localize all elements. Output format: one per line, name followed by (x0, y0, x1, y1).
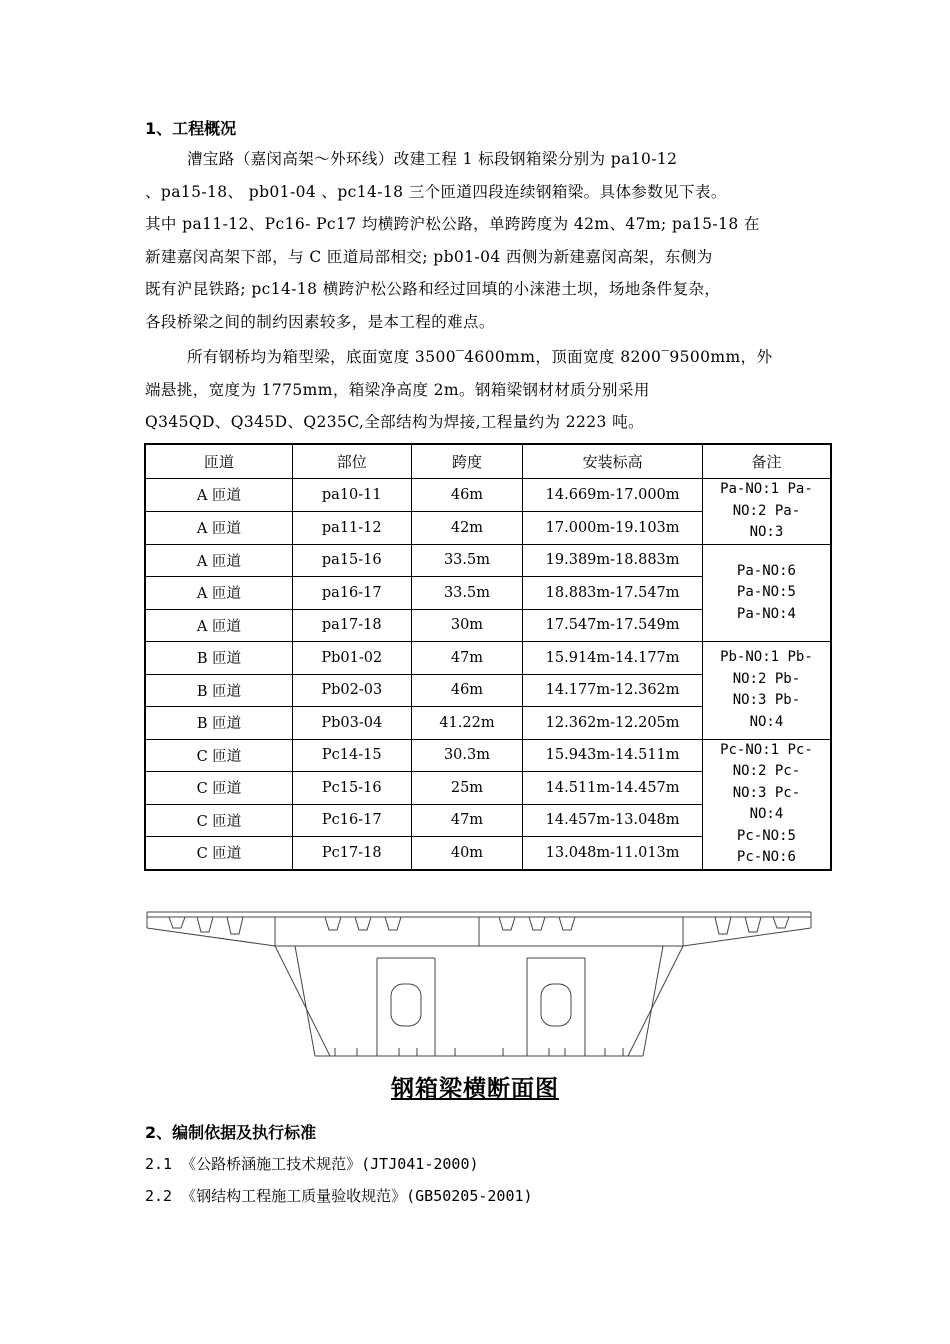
table-row (145, 642, 831, 675)
remark-line: Pc-NO:5 (736, 827, 796, 844)
text-line: 漕宝路（嘉闵高架～外环线）改建工程 1 标段钢箱梁分别为 pa10-12 (187, 150, 678, 168)
u-rib (197, 917, 213, 932)
text-line: 端悬挑，宽度为 1775mm，箱梁净高度 2m。钢箱梁钢材材质分别采用 (145, 380, 650, 399)
u-rib (385, 917, 401, 930)
cell-ramp: B 匝道 (145, 707, 292, 740)
header-section: 部位 (292, 444, 411, 479)
text-line: 、pa15-18、 pb01-04 、pc14-18 三个匝道四段连续钢箱梁。具体参数见下表。 (145, 182, 727, 201)
cantilever-underside (147, 928, 275, 946)
cell-ramp: A 匝道 (145, 479, 292, 512)
cell-remarks (702, 479, 831, 545)
cell-section: Pb02-03 (292, 674, 411, 707)
u-rib (559, 917, 575, 930)
u-rib (745, 917, 761, 932)
cell-ramp: A 匝道 (145, 577, 292, 610)
cell-span: 46m (411, 479, 523, 512)
cell-ramp: C 匝道 (145, 804, 292, 837)
cell-section: Pc16-17 (292, 804, 411, 837)
standard-item: 2.1 《公路桥涵施工技术规范》(JTJ041-2000) (145, 1155, 479, 1173)
table-row (145, 739, 831, 772)
cell-elevation: 17.547m-17.549m (523, 609, 703, 642)
remark-line: Pc-NO:6 (736, 849, 796, 865)
cell-ramp: C 匝道 (145, 772, 292, 805)
cell-section: Pb01-02 (292, 642, 411, 675)
cell-section: pa11-12 (292, 511, 411, 544)
cell-ramp: A 匝道 (145, 511, 292, 544)
box-girder-cross-section-drawing (145, 908, 813, 1060)
cell-span: 42m (411, 511, 523, 544)
remark-line: NO:2 Pa- (732, 502, 801, 519)
remark-line: Pc-NO:1 Pc- (720, 741, 813, 758)
inner-web-line (643, 946, 663, 1056)
cell-elevation: 19.389m-18.883m (523, 544, 703, 577)
section-1-heading: 1、工程概况 (145, 119, 237, 138)
table-header-row (145, 444, 831, 479)
overview-paragraph-1 (145, 143, 815, 338)
cantilever-underside (683, 928, 811, 946)
manhole-left (391, 984, 421, 1026)
remark-line: Pa-NO:6 (736, 562, 796, 579)
cell-span: 30.3m (411, 739, 523, 772)
cell-section: pa16-17 (292, 577, 411, 610)
remark-line: NO:4 (749, 713, 784, 730)
cell-span: 41.22m (411, 707, 523, 740)
cell-elevation: 15.943m-14.511m (523, 739, 703, 772)
cell-section: Pc14-15 (292, 739, 411, 772)
cell-ramp: C 匝道 (145, 739, 292, 772)
table-row (145, 479, 831, 512)
cell-section: pa15-16 (292, 544, 411, 577)
inner-web-line (295, 946, 315, 1056)
remark-line: NO:2 Pb- (732, 670, 801, 687)
cell-elevation: 18.883m-17.547m (523, 577, 703, 610)
header-ramp: 匝道 (145, 444, 292, 479)
cell-ramp: A 匝道 (145, 609, 292, 642)
cell-span: 47m (411, 642, 523, 675)
cell-remarks (702, 642, 831, 740)
table-row (145, 544, 831, 577)
u-rib (773, 917, 789, 928)
remark-line: NO:2 Pc- (732, 763, 801, 779)
cell-remarks (702, 544, 831, 642)
u-rib (715, 917, 731, 934)
remark-line: NO:4 (749, 806, 784, 822)
cell-elevation: 15.914m-14.177m (523, 642, 703, 675)
text-line: 新建嘉闵高架下部，与 C 匝道局部相交; pb01-04 西侧为新建嘉闵高架，东侧为 (145, 247, 713, 266)
text-line: 所有钢桥均为箱型梁，底面宽度 3500‾4600mm，顶面宽度 8200‾9500mm，外 (187, 348, 773, 366)
remark-line: NO:3 Pc- (732, 784, 801, 801)
u-rib (227, 917, 243, 934)
u-rib (355, 917, 371, 930)
cell-elevation: 13.048m-11.013m (523, 837, 703, 870)
cell-elevation: 12.362m-12.205m (523, 707, 703, 740)
cell-elevation: 14.511m-14.457m (523, 772, 703, 805)
u-rib (529, 917, 545, 930)
u-rib (499, 917, 515, 930)
cell-elevation: 14.457m-13.048m (523, 804, 703, 837)
cell-span: 47m (411, 804, 523, 837)
cell-remarks (702, 739, 831, 870)
cell-ramp: B 匝道 (145, 642, 292, 675)
standard-item: 2.2 《钢结构工程施工质量验收规范》(GB50205-2001) (145, 1187, 533, 1205)
cell-section: Pb03-04 (292, 707, 411, 740)
cell-elevation: 14.177m-12.362m (523, 674, 703, 707)
bridge-parameters-table (144, 443, 832, 871)
section-2-heading: 2、编制依据及执行标准 (145, 1123, 317, 1142)
inclined-web-right (628, 946, 683, 1056)
u-rib (169, 917, 185, 928)
cell-span: 33.5m (411, 577, 523, 610)
inclined-web-left (275, 946, 330, 1056)
remark-line: NO:3 (749, 524, 784, 540)
u-rib (325, 917, 341, 930)
figure-caption: 钢箱梁横断面图 (391, 1076, 559, 1102)
cell-span: 25m (411, 772, 523, 805)
remark-line: Pa-NO:1 Pa- (720, 481, 813, 497)
manhole-right (541, 984, 571, 1026)
cell-section: pa17-18 (292, 609, 411, 642)
cell-span: 46m (411, 674, 523, 707)
cell-section: Pc17-18 (292, 837, 411, 870)
cell-span: 40m (411, 837, 523, 870)
cell-elevation: 14.669m-17.000m (523, 479, 703, 512)
remark-line: Pa-NO:5 (736, 584, 796, 600)
cell-ramp: B 匝道 (145, 674, 292, 707)
remark-line: Pa-NO:4 (736, 605, 796, 622)
cell-elevation: 17.000m-19.103m (523, 511, 703, 544)
cell-span: 30m (411, 609, 523, 642)
cell-section: pa10-11 (292, 479, 411, 512)
remark-line: NO:3 Pb- (732, 692, 801, 709)
cell-span: 33.5m (411, 544, 523, 577)
header-elevation: 安装标高 (523, 444, 703, 479)
remark-line: Pb-NO:1 Pb- (720, 649, 813, 666)
cell-ramp: C 匝道 (145, 837, 292, 870)
header-remarks: 备注 (702, 444, 831, 479)
overview-paragraph-2 (145, 341, 815, 439)
text-line: 既有沪昆铁路; pc14-18 横跨沪松公路和经过回填的小涞港土坝，场地条件复杂， (145, 280, 721, 298)
text-line: 各段桥梁之间的制约因素较多，是本工程的难点。 (145, 312, 495, 331)
text-line: 其中 pa11-12、Pc16- Pc17 均横跨沪松公路，单跨跨度为 42m、47m; pa15-18 在 (145, 215, 760, 233)
cell-section: Pc15-16 (292, 772, 411, 805)
cell-ramp: A 匝道 (145, 544, 292, 577)
header-span: 跨度 (411, 444, 523, 479)
text-line: Q345QD、Q345D、Q235C,全部结构为焊接,工程量约为 2223 吨。 (145, 413, 644, 431)
